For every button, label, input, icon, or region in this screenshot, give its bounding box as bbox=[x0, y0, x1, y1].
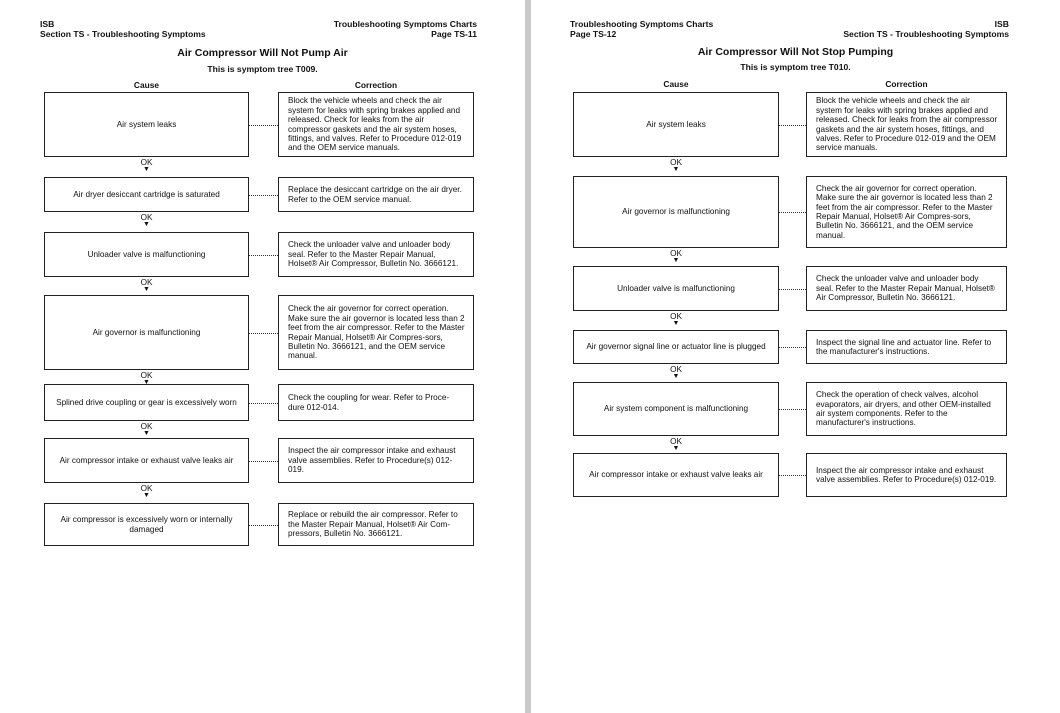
header-right bbox=[843, 19, 1009, 39]
dotted-connector bbox=[249, 461, 278, 462]
down-arrow-icon: ▼ bbox=[672, 257, 680, 264]
header-left bbox=[570, 19, 713, 39]
dotted-connector bbox=[249, 125, 278, 126]
cause-box: Air compressor intake or exhaust valve leaks air bbox=[44, 438, 249, 483]
down-arrow-icon: ▼ bbox=[672, 373, 680, 380]
correction-box: Inspect the air compressor intake and exhaust valve assemblies. Refer to Procedure(s) 012-019. bbox=[278, 438, 474, 483]
ok-label: OK bbox=[670, 158, 682, 167]
dotted-connector bbox=[249, 333, 278, 334]
down-arrow-icon: ▼ bbox=[143, 166, 150, 173]
header-left bbox=[40, 19, 206, 39]
cause-box: Air system component is malfunctioning bbox=[573, 382, 779, 436]
dotted-connector bbox=[779, 409, 806, 410]
down-arrow-icon: ▼ bbox=[143, 492, 150, 499]
cause-box: Air governor is malfunctioning bbox=[44, 295, 249, 370]
ok-connector bbox=[656, 249, 696, 264]
down-arrow-icon: ▼ bbox=[672, 320, 680, 327]
right-page bbox=[531, 0, 1060, 713]
header-chart-name: Troubleshooting Symptoms Charts bbox=[570, 19, 714, 29]
down-arrow-icon: ▼ bbox=[143, 221, 150, 228]
page-subtitle: This is symptom tree T009. bbox=[207, 64, 318, 74]
ok-label: OK bbox=[140, 158, 153, 167]
ok-connector bbox=[127, 158, 167, 173]
ok-label: OK bbox=[140, 371, 153, 380]
left-page bbox=[0, 0, 525, 713]
down-arrow-icon: ▼ bbox=[143, 379, 150, 386]
correction-box: Inspect the signal line and actuator line. Refer to the manufacturer's instructions. bbox=[806, 330, 1007, 364]
cause-box: Air dryer desiccant cartridge is saturated bbox=[44, 177, 249, 212]
correction-box: Check the unloader valve and unloader body seal. Refer to the Master Repair Manual, Holset® Air Compressor, Bulletin No. 3666121. bbox=[278, 232, 474, 277]
header-engine: ISB bbox=[994, 19, 1009, 29]
dotted-connector bbox=[779, 347, 806, 348]
cause-box: Air governor signal line or actuator line is plugged bbox=[573, 330, 779, 364]
correction-box: Inspect the air compressor intake and exhaust valve assemblies. Refer to Procedure(s) 012-019. bbox=[806, 453, 1007, 497]
cause-box: Unloader valve is malfunctioning bbox=[573, 266, 779, 311]
dotted-connector bbox=[779, 212, 806, 213]
ok-label: OK bbox=[670, 437, 682, 446]
cause-box: Air compressor intake or exhaust valve leaks air bbox=[573, 453, 779, 497]
correction-box: Replace or rebuild the air compressor. Refer to the Master Repair Manual, Holset® Air Com-pressors, Bulletin No. 3666121. bbox=[278, 503, 474, 546]
dotted-connector bbox=[249, 403, 278, 404]
dotted-connector bbox=[779, 289, 806, 290]
page-title: Air Compressor Will Not Pump Air bbox=[177, 47, 348, 59]
ok-connector bbox=[127, 484, 167, 499]
ok-label: OK bbox=[140, 484, 153, 493]
page-title: Air Compressor Will Not Stop Pumping bbox=[697, 46, 894, 58]
ok-connector bbox=[656, 158, 696, 173]
cause-column-header: Cause bbox=[133, 80, 160, 90]
header-page-number: Page TS-12 bbox=[570, 29, 617, 39]
down-arrow-icon: ▼ bbox=[672, 445, 680, 452]
down-arrow-icon: ▼ bbox=[143, 286, 150, 293]
header-section: Section TS - Troubleshooting Symptoms bbox=[40, 29, 206, 39]
header-page-number: Page TS-11 bbox=[431, 29, 477, 39]
cause-box: Unloader valve is malfunctioning bbox=[44, 232, 249, 277]
correction-column-header: Correction bbox=[885, 79, 928, 89]
header-chart-name: Troubleshooting Symptoms Charts bbox=[333, 19, 477, 29]
dotted-connector bbox=[249, 525, 278, 526]
header-section: Section TS - Troubleshooting Symptoms bbox=[843, 29, 1009, 39]
ok-connector bbox=[127, 278, 167, 293]
ok-connector bbox=[656, 365, 696, 380]
header-engine: ISB bbox=[40, 19, 55, 29]
ok-label: OK bbox=[140, 422, 153, 431]
ok-connector bbox=[656, 312, 696, 327]
down-arrow-icon: ▼ bbox=[672, 166, 680, 173]
dotted-connector bbox=[779, 125, 806, 126]
correction-box: Block the vehicle wheels and check the air system for leaks with spring brakes applied and released. Check for leaks from the air compressor gaskets and the air system hoses, fittings, and valves. Refer to Procedure 012-019 and the OEM service manuals. bbox=[278, 92, 474, 157]
ok-label: OK bbox=[140, 213, 153, 222]
ok-label: OK bbox=[670, 249, 682, 258]
dotted-connector bbox=[249, 255, 278, 256]
ok-label: OK bbox=[670, 365, 682, 374]
cause-column-header: Cause bbox=[663, 79, 689, 89]
cause-box: Air system leaks bbox=[44, 92, 249, 157]
dotted-connector bbox=[249, 195, 278, 196]
correction-box: Check the operation of check valves, alcohol evaporators, air dryers, and other OEM-installed air system components. Refer to the manufacturer's instructions. bbox=[806, 382, 1007, 436]
correction-box: Replace the desiccant cartridge on the air dryer. Refer to the OEM service manual. bbox=[278, 177, 474, 212]
ok-connector bbox=[127, 213, 167, 228]
down-arrow-icon: ▼ bbox=[143, 430, 150, 437]
cause-box: Splined drive coupling or gear is excessively worn bbox=[44, 384, 249, 421]
cause-box: Air compressor is excessively worn or internally damaged bbox=[44, 503, 249, 546]
ok-label: OK bbox=[140, 278, 153, 287]
header-right bbox=[334, 19, 477, 39]
correction-box: Check the air governor for correct operation. Make sure the air governor is located less than 2 feet from the air compressor. Refer to the Master Repair Manual, Holset® Air Compres-sors, Bulletin No. 3666121, and the OEM service manual. bbox=[806, 176, 1007, 248]
dotted-connector bbox=[779, 475, 806, 476]
cause-box: Air system leaks bbox=[573, 92, 779, 157]
ok-connector bbox=[656, 437, 696, 452]
correction-box: Block the vehicle wheels and check the air system for leaks with spring brakes applied and released. Check for leaks from the air compressor gaskets and the air system hoses, fittings, and valves. Refer to Procedure 012-019 and the OEM service manuals. bbox=[806, 92, 1007, 157]
page-subtitle: This is symptom tree T010. bbox=[740, 62, 851, 72]
cause-box: Air governor is malfunctioning bbox=[573, 176, 779, 248]
correction-box: Check the coupling for wear. Refer to Proce-dure 012-014. bbox=[278, 384, 474, 421]
ok-connector bbox=[127, 422, 167, 437]
correction-box: Check the unloader valve and unloader body seal. Refer to the Master Repair Manual, Holset® Air Compressor, Bulletin No. 3666121. bbox=[806, 266, 1007, 311]
ok-label: OK bbox=[670, 312, 682, 321]
correction-column-header: Correction bbox=[354, 80, 398, 90]
correction-box: Check the air governor for correct operation. Make sure the air governor is located less than 2 feet from the air compressor. Refer to the Master Repair Manual, Holset® Air Compres-sors, Bulletin No. 3666121, and the OEM service manual. bbox=[278, 295, 474, 370]
